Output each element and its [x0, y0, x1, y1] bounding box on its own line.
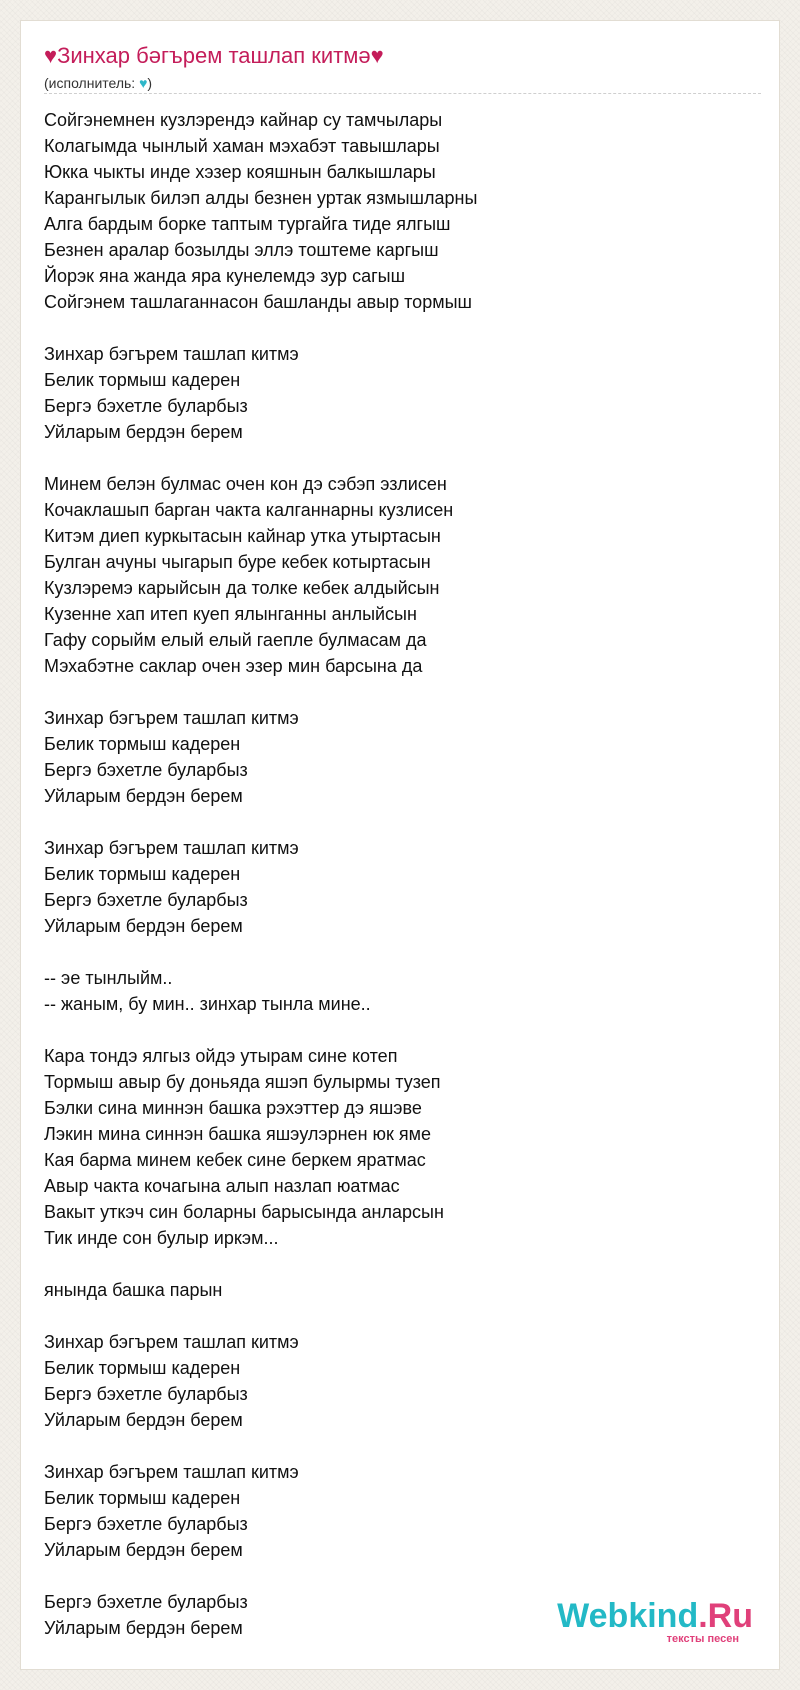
lyric-line: Булган ачуны чыгарып буре кебек котыртасын [44, 552, 431, 572]
lyric-line: Сойгэнемнен кузлэрендэ кайнар су тамчылары [44, 110, 443, 130]
lyric-line: Бергэ бэхетле буларбыз [44, 1514, 248, 1534]
lyric-line: Вакыт уткэч син боларны барысында анларсын [44, 1202, 444, 1222]
lyric-line: янында башка парын [44, 1280, 223, 1300]
song-title: ♥Зинхар бәгърем ташлап китмә♥ [44, 43, 384, 68]
lyric-blank-line [44, 1017, 744, 1043]
artist-heart-link[interactable]: ♥ [139, 75, 148, 91]
lyric-blank-line [44, 679, 744, 705]
lyric-line: Кая барма минем кебек сине беркем яратмас [44, 1150, 426, 1170]
lyric-blank-line [44, 1433, 744, 1459]
lyric-line: Белик тормыш кадерен [44, 1358, 241, 1378]
lyric-line: Китэм диеп куркытасын кайнар утка утыртасын [44, 526, 441, 546]
lyric-line: Кара тондэ ялгыз ойдэ утырам сине котеп [44, 1046, 398, 1066]
lyric-line: Лэкин мина синнэн башка яшэулэрнен юк яме [44, 1124, 432, 1144]
lyrics-body [44, 107, 744, 1641]
lyric-line: Зинхар бэгърем ташлап китмэ [44, 838, 299, 858]
lyric-line: Юкка чыкты инде хэзер кояшнын балкышлары [44, 162, 436, 182]
lyric-line: Безнен аралар бозылды эллэ тоштеме каргыш [44, 240, 439, 260]
lyric-line: Уйларым бердэн берем [44, 1410, 243, 1430]
lyric-line: Тормыш авыр бу доньяда яшэп булырмы тузеп [44, 1072, 441, 1092]
lyric-line: Зинхар бэгърем ташлап китмэ [44, 1332, 299, 1352]
lyric-blank-line [44, 939, 744, 965]
lyric-line: Зинхар бэгърем ташлап китмэ [44, 708, 299, 728]
lyric-blank-line [44, 315, 744, 341]
lyric-line: Бергэ бэхетле буларбыз [44, 1592, 248, 1612]
lyric-line: Зинхар бэгърем ташлап китмэ [44, 344, 299, 364]
lyric-blank-line [44, 1303, 744, 1329]
lyric-line: Сойгэнем ташлаганнасон башланды авыр тормыш [44, 292, 472, 312]
artist-suffix: ) [147, 75, 153, 91]
lyric-line: Уйларым бердэн берем [44, 786, 243, 806]
lyric-line: Гафу сорыйм елый елый гаепле булмасам да [44, 630, 427, 650]
lyric-blank-line [44, 1563, 744, 1589]
lyric-line: Йорэк яна жанда яра кунелемдэ зур сагыш [44, 266, 406, 286]
lyric-line: Белик тормыш кадерен [44, 1488, 241, 1508]
lyric-line: -- жаным, бу мин.. зинхар тынла мине.. [44, 994, 371, 1014]
lyric-blank-line [44, 809, 744, 835]
lyric-line: Белик тормыш кадерен [44, 734, 241, 754]
logo-brand: Webkind [557, 1597, 699, 1635]
lyric-line: Бергэ бэхетле буларбыз [44, 890, 248, 910]
lyric-line: Алга бардым борке таптым тургайга тиде ялгыш [44, 214, 451, 234]
lyric-line: Тик инде сон булыр иркэм... [44, 1228, 279, 1248]
lyric-line: Бэлки сина миннэн башка рэхэттер дэ яшэве [44, 1098, 422, 1118]
site-logo[interactable] [553, 1597, 753, 1647]
lyric-line: Бергэ бэхетле буларбыз [44, 1384, 248, 1404]
logo-wordmark [557, 1597, 753, 1636]
lyric-line: Мэхабэтне саклар очен эзер мин барсына да [44, 656, 423, 676]
lyric-line: Бергэ бэхетле буларбыз [44, 396, 248, 416]
lyric-line: Уйларым бердэн берем [44, 1540, 243, 1560]
lyric-line: Кузенне хап итеп куеп ялынганны анлыйсын [44, 604, 417, 624]
logo-tagline: тексты песен [666, 1633, 739, 1645]
lyric-line: Белик тормыш кадерен [44, 370, 241, 390]
logo-tld: .Ru [698, 1597, 753, 1635]
lyric-line: Уйларым бердэн берем [44, 916, 243, 936]
lyric-line: Авыр чакта кочагына алып назлап юатмас [44, 1176, 400, 1196]
lyric-line: Кочаклашып барган чакта калганнарны кузлисен [44, 500, 454, 520]
lyric-line: Колагымда чынлый хаман мэхабэт тавышлары [44, 136, 440, 156]
lyric-line: Зинхар бэгърем ташлап китмэ [44, 1462, 299, 1482]
artist-prefix: (исполнитель: [44, 75, 140, 91]
lyric-line: -- эе тынлыйм.. [44, 968, 173, 988]
lyric-blank-line [44, 1251, 744, 1277]
lyric-blank-line [44, 445, 744, 471]
header-divider [44, 93, 761, 94]
lyric-line: Кузлэремэ карыйсын да толке кебек алдыйсын [44, 578, 440, 598]
artist-line [44, 75, 152, 91]
lyric-line: Карангылык билэп алды безнен уртак язмышларны [44, 188, 478, 208]
lyric-line: Минем белэн булмас очен кон дэ сэбэп эзлисен [44, 474, 447, 494]
lyrics-card [20, 20, 780, 1670]
lyric-line: Уйларым бердэн берем [44, 422, 243, 442]
lyric-line: Белик тормыш кадерен [44, 864, 241, 884]
lyric-line: Уйларым бердэн берем [44, 1618, 243, 1638]
lyric-line: Бергэ бэхетле буларбыз [44, 760, 248, 780]
